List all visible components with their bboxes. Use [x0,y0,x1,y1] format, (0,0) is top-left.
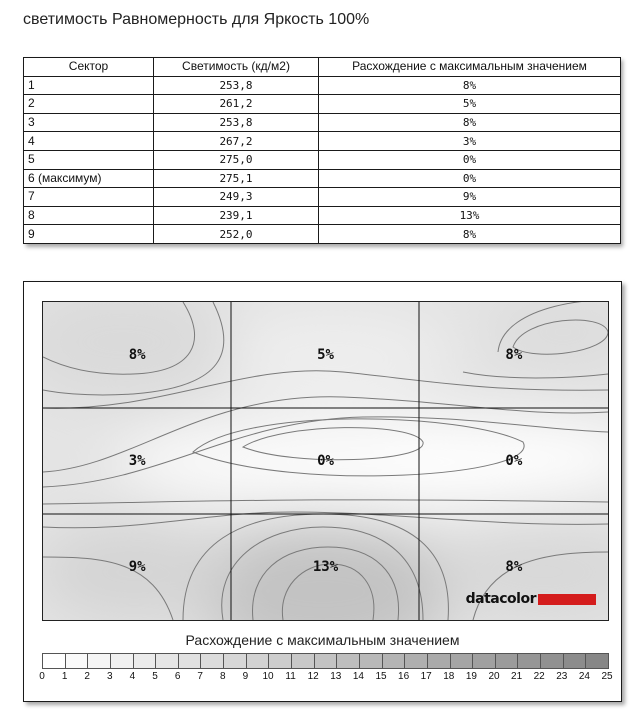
sector-label-5: 0% [317,453,334,469]
table-header-row [24,58,621,77]
legend-tick-label: 19 [465,671,477,682]
legend-tick-label: 3 [107,671,113,682]
legend-tick-label: 24 [578,671,590,682]
legend-tick-label: 1 [61,671,68,682]
table-row [24,113,621,132]
legend-gray-scale [42,653,609,669]
luminance-cell: 252,0 [154,225,319,244]
sector-cell: 1 [24,76,154,95]
sector-cell: 8 [24,206,154,225]
deviation-cell: 0% [319,150,621,169]
legend-tick-label: 16 [398,671,410,682]
legend-tick-label: 13 [330,671,342,682]
sector-cell: 7 [24,188,154,207]
legend-tick-label: 8 [220,671,226,682]
header-sector: Сектор [24,58,154,77]
sector-label-8: 13% [312,559,339,575]
luminance-cell: 253,8 [154,76,319,95]
legend-swatch [155,654,178,668]
legend-swatch [268,654,291,668]
header-deviation: Расхождение с максимальным значением [319,58,621,77]
legend-tick-label: 2 [84,671,90,682]
legend-swatch [359,654,382,668]
legend-swatch [200,654,223,668]
legend-tick-label: 22 [533,671,545,682]
sector-cell: 5 [24,150,154,169]
legend-ticks [39,671,613,685]
legend-swatch [65,654,88,668]
legend-swatch [291,654,314,668]
legend-tick-label: 12 [307,671,319,682]
legend-tick-label: 23 [556,671,568,682]
legend-tick-label: 7 [197,671,203,682]
luminance-cell: 261,2 [154,95,319,114]
legend-swatch [472,654,495,668]
table-row [24,132,621,151]
legend-swatch [585,654,608,668]
legend-swatch [110,654,133,668]
table-row [24,169,621,188]
sector-label-3: 8% [505,347,523,363]
legend-swatch [517,654,540,668]
legend-tick-label: 5 [152,671,158,682]
legend-swatch [404,654,427,668]
logo-text: datacolor [465,591,536,607]
luminance-cell: 249,3 [154,188,319,207]
legend-tick-label: 9 [242,671,249,682]
legend-tick-label: 17 [420,671,432,682]
table-row [24,76,621,95]
legend-swatch [133,654,156,668]
deviation-cell: 8% [319,225,621,244]
legend-swatch [43,654,65,668]
legend-tick-label: 21 [511,671,523,682]
deviation-cell: 8% [319,113,621,132]
sector-cell: 9 [24,225,154,244]
legend-swatch [336,654,359,668]
legend-swatch [540,654,563,668]
legend-tick-label: 0 [39,671,45,682]
legend-tick-label: 6 [174,671,181,682]
luminance-cell: 275,0 [154,150,319,169]
legend-swatch [427,654,450,668]
sector-cell: 6 (максимум) [24,169,154,188]
sector-cell: 3 [24,113,154,132]
deviation-cell: 3% [319,132,621,151]
legend-swatch [87,654,110,668]
sector-label-1: 8% [128,347,146,363]
legend-swatch [382,654,405,668]
table-row [24,206,621,225]
legend-swatch [495,654,518,668]
luminance-cell: 253,8 [154,113,319,132]
sector-label-2: 5% [317,347,334,363]
datacolor-logo [466,590,596,608]
legend-tick-label: 20 [488,671,500,682]
legend-swatch [223,654,246,668]
sector-label-9: 8% [505,559,523,575]
legend-title: Расхождение с максимальным значением [185,632,460,648]
legend-tick-label: 25 [601,671,613,682]
deviation-cell: 5% [319,95,621,114]
sector-label-6: 0% [505,453,523,469]
sector-label-7: 9% [128,559,146,575]
logo-red-bar [538,594,596,605]
table-row [24,225,621,244]
legend-tick-label: 18 [443,671,455,682]
luminance-cell: 267,2 [154,132,319,151]
header-luminance: Светимость (кд/м2) [154,58,319,77]
luminance-cell: 239,1 [154,206,319,225]
legend-swatch [246,654,269,668]
legend-tick-label: 4 [129,671,136,682]
uniformity-table [23,57,621,244]
legend-swatch [450,654,473,668]
page-title: светимость Равномерность для Яркость 100% [23,11,370,28]
legend-tick-label: 11 [285,671,296,682]
legend-swatch [314,654,337,668]
legend-tick-label: 14 [352,671,364,682]
table-row [24,150,621,169]
sector-cell: 4 [24,132,154,151]
luminance-cell: 275,1 [154,169,319,188]
sector-label-4: 3% [128,453,146,469]
table-row [24,95,621,114]
uniformity-heatmap [42,301,609,621]
uniformity-map-panel [23,281,622,702]
deviation-cell: 9% [319,188,621,207]
uniformity-table-wrapper [23,57,620,244]
legend-tick-label: 15 [375,671,387,682]
deviation-cell: 13% [319,206,621,225]
legend-tick-label: 10 [262,671,274,682]
deviation-cell: 0% [319,169,621,188]
deviation-cell: 8% [319,76,621,95]
sector-cell: 2 [24,95,154,114]
legend-swatch [563,654,586,668]
legend-swatch [178,654,201,668]
table-row [24,188,621,207]
